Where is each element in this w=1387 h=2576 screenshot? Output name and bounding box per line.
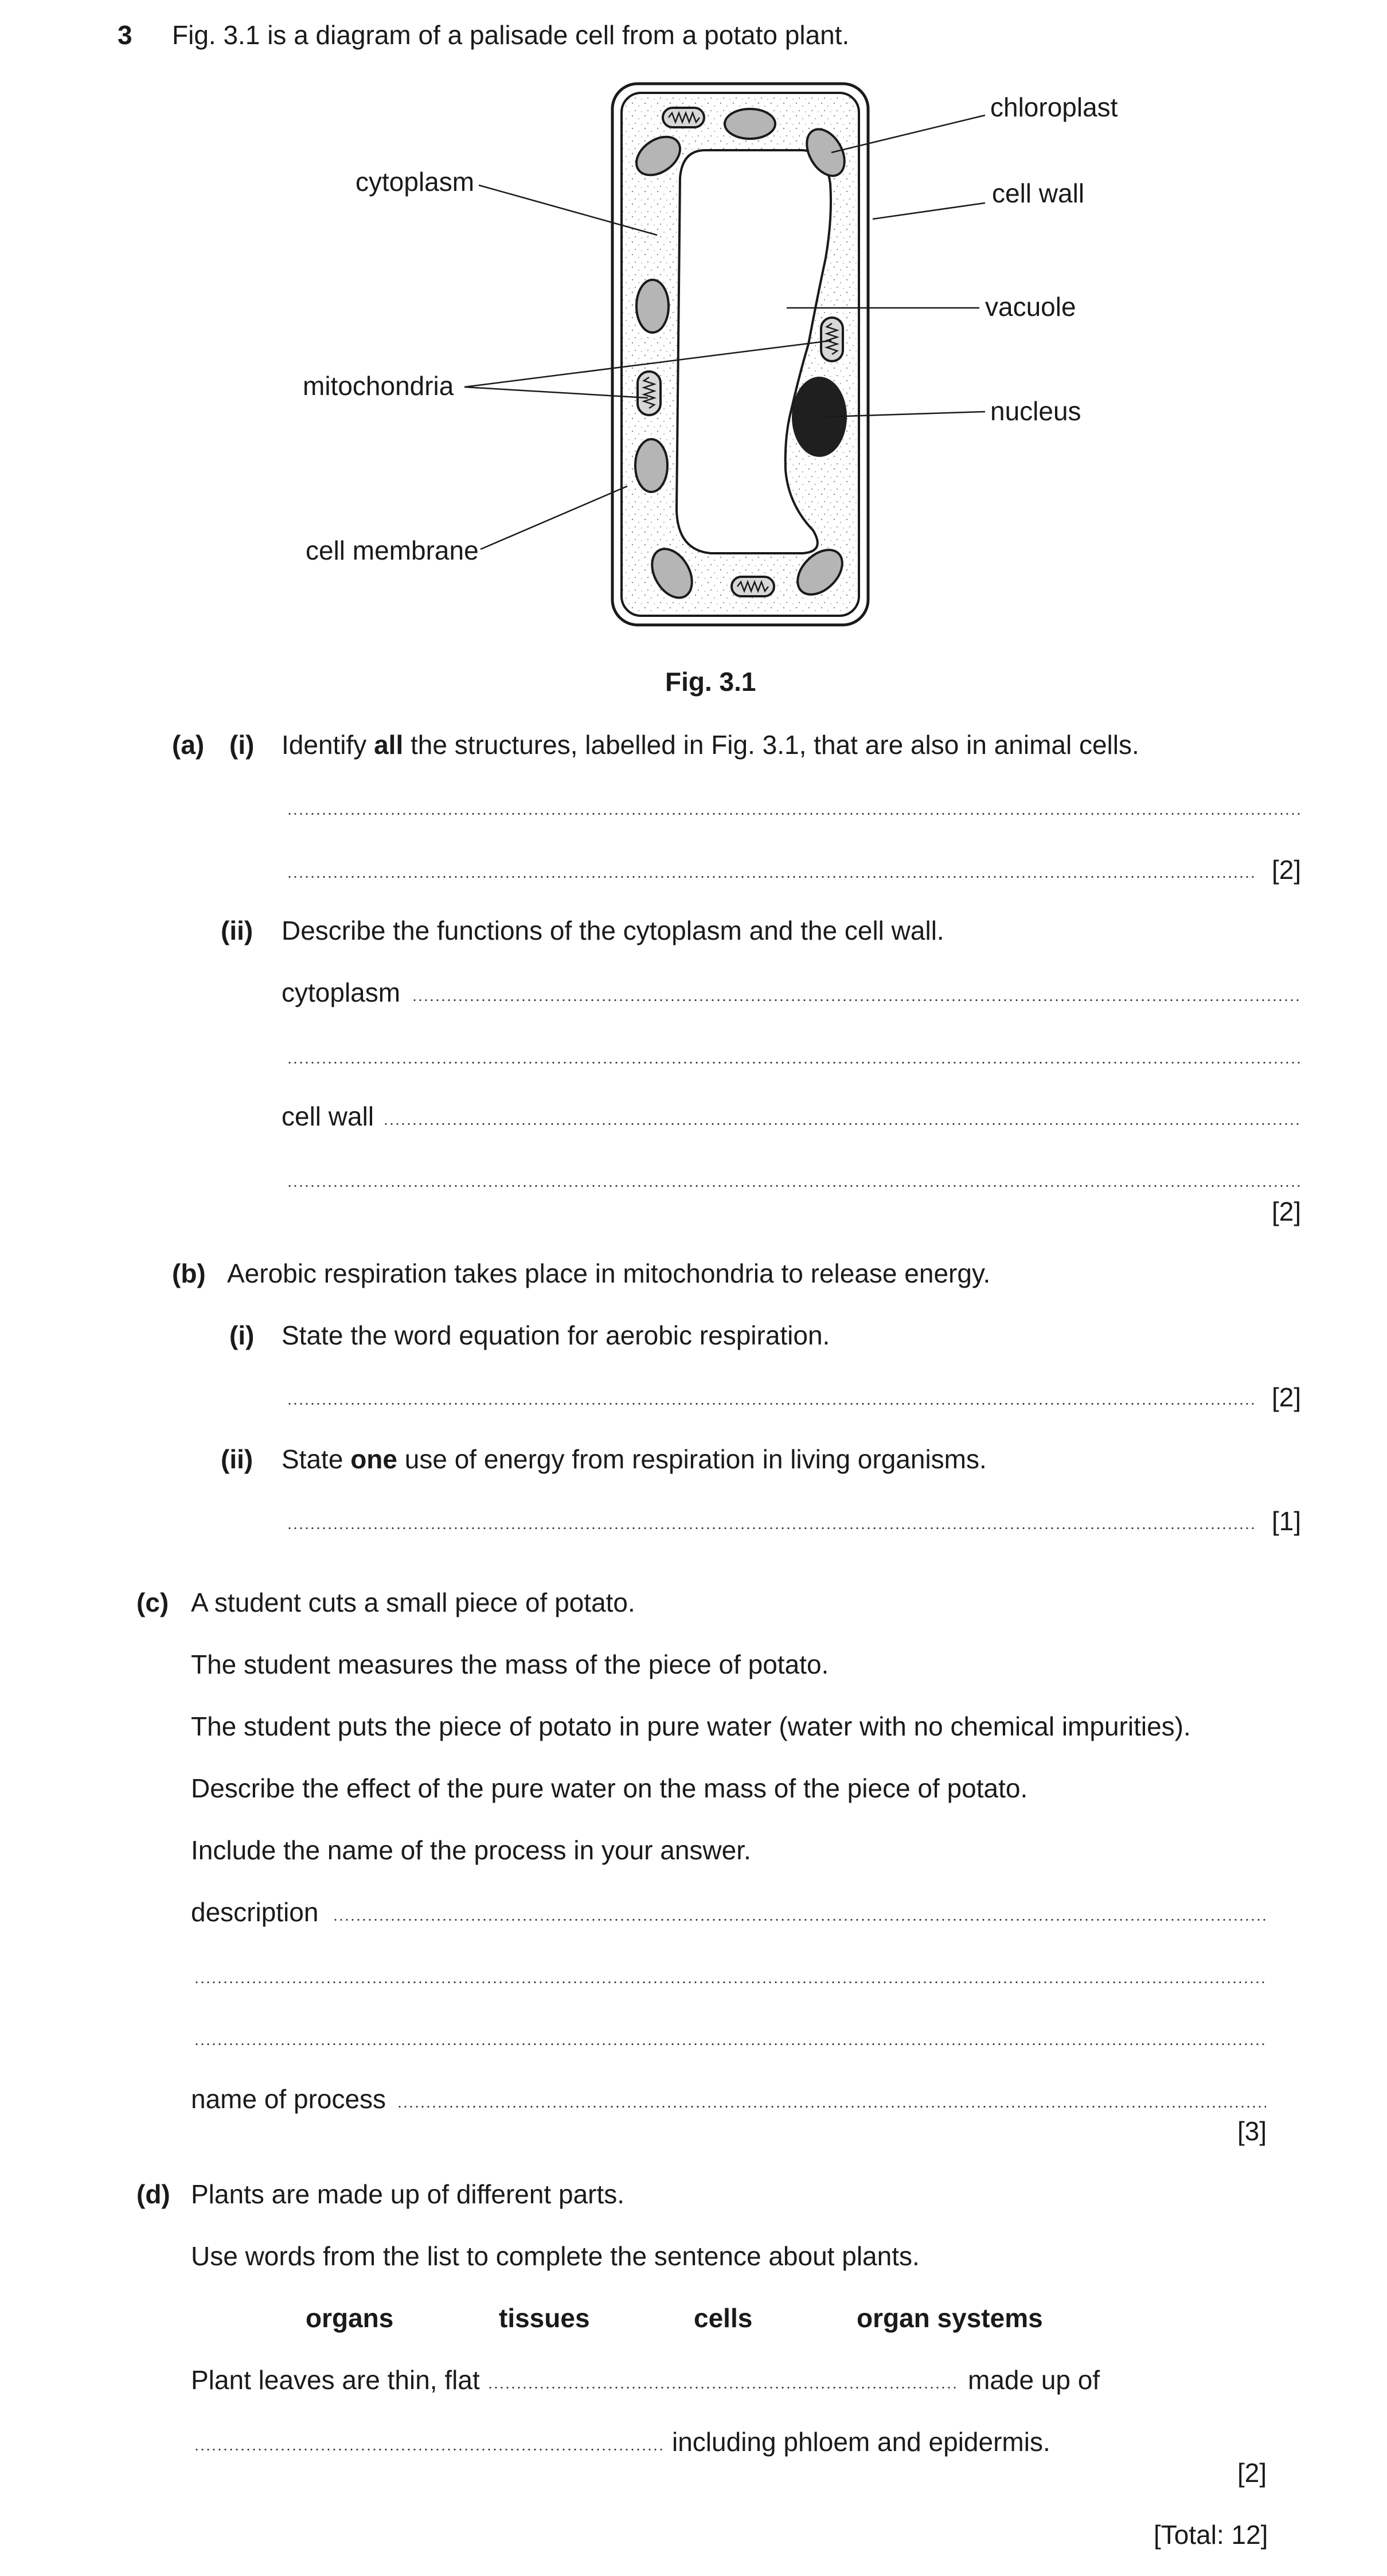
word-option: organ systems — [857, 2303, 1043, 2333]
word-option: cells — [694, 2303, 753, 2333]
part-a-ii-question: Describe the functions of the cytoplasm and the cell wall. — [282, 916, 944, 945]
leader-cell-membrane — [480, 486, 627, 549]
word-option: organs — [306, 2303, 394, 2333]
sentence-part1: Plant leaves are thin, flat — [191, 2365, 480, 2395]
label-answer-description: description — [191, 1897, 319, 1927]
part-b-tag: (b) — [172, 1258, 206, 1288]
answer-line[interactable] — [287, 1403, 1255, 1405]
part-d-marks: [2] — [1237, 2458, 1267, 2488]
total-marks: [Total: 12] — [1154, 2520, 1268, 2550]
label-answer-cytoplasm: cytoplasm — [282, 978, 401, 1007]
blank-line-2[interactable] — [194, 2449, 665, 2450]
sentence-part3: including phloem and epidermis. — [672, 2427, 1050, 2457]
chloroplast-shape — [635, 439, 667, 492]
part-c-tag: (c) — [136, 1588, 169, 1617]
answer-line-process[interactable] — [397, 2106, 1266, 2108]
label-cytoplasm: cytoplasm — [355, 167, 475, 197]
part-a-i-text-post: the structures, labelled in Fig. 3.1, that are also in animal cells. — [411, 730, 1139, 760]
answer-line[interactable] — [287, 876, 1255, 878]
part-b-ii-tag: (ii) — [221, 1444, 253, 1474]
part-d-line2: Use words from the list to complete the sentence about plants. — [191, 2241, 920, 2271]
part-b-ii-text-bold: one — [350, 1444, 397, 1474]
part-b-ii-text-post: use of energy from respiration in living organisms. — [404, 1444, 987, 1474]
label-cell-membrane: cell membrane — [306, 535, 479, 565]
label-mitochondria: mitochondria — [303, 371, 454, 401]
mitochondrion-shape — [663, 108, 704, 127]
question-intro: Fig. 3.1 is a diagram of a palisade cell from a potato plant. — [172, 20, 850, 50]
answer-line[interactable] — [194, 1981, 1266, 1983]
question-number: 3 — [118, 20, 132, 50]
part-c-line5: Include the name of the process in your answer. — [191, 1835, 751, 1865]
answer-line[interactable] — [194, 2043, 1266, 2045]
part-b-i-tag: (i) — [229, 1320, 255, 1350]
part-b-i-marks: [2] — [1272, 1382, 1302, 1412]
part-c-line1: A student cuts a small piece of potato. — [191, 1588, 635, 1617]
part-d-tag: (d) — [136, 2179, 170, 2209]
part-a-ii-marks: [2] — [1272, 1197, 1302, 1226]
chloroplast-shape — [725, 109, 775, 139]
part-a-i-text-bold: all — [374, 730, 404, 760]
part-b-text: Aerobic respiration takes place in mitochondria to release energy. — [227, 1258, 991, 1288]
mitochondrion-shape — [821, 318, 843, 361]
label-answer-process: name of process — [191, 2084, 386, 2114]
label-vacuole: vacuole — [985, 292, 1076, 322]
answer-line-cell-wall[interactable] — [383, 1123, 1302, 1125]
blank-line-1[interactable] — [487, 2387, 959, 2389]
part-a-i-text-pre: Identify — [282, 730, 367, 760]
palisade-cell-diagram — [0, 0, 1387, 642]
answer-line[interactable] — [287, 1527, 1255, 1529]
part-c-line2: The student measures the mass of the piece of potato. — [191, 1649, 829, 1679]
answer-line-cytoplasm[interactable] — [412, 999, 1302, 1001]
part-c-line3: The student puts the piece of potato in pure water (water with no chemical impurities). — [191, 1711, 1191, 1741]
part-a-i-marks: [2] — [1272, 855, 1302, 885]
part-c-marks: [3] — [1237, 2116, 1267, 2146]
figure-caption: Fig. 3.1 — [665, 667, 756, 697]
part-b-ii-question — [282, 1446, 987, 1472]
label-nucleus: nucleus — [990, 396, 1081, 426]
mitochondrion-shape — [638, 372, 661, 415]
part-a-i-tag: (i) — [229, 730, 255, 760]
part-b-ii-text-pre: State — [282, 1444, 343, 1474]
part-b-ii-marks: [1] — [1272, 1506, 1302, 1536]
chloroplast-shape — [636, 280, 669, 333]
answer-line[interactable] — [287, 1185, 1302, 1187]
part-c-line4: Describe the effect of the pure water on the mass of the piece of potato. — [191, 1773, 1028, 1803]
sentence-part2: made up of — [968, 2365, 1100, 2395]
leader-cell-wall — [873, 203, 985, 219]
label-chloroplast: chloroplast — [990, 92, 1118, 122]
label-answer-cell-wall: cell wall — [282, 1101, 374, 1131]
answer-line[interactable] — [287, 813, 1302, 815]
part-b-i-question: State the word equation for aerobic respiration. — [282, 1320, 830, 1350]
answer-line[interactable] — [287, 1062, 1302, 1064]
part-a-tag: (a) — [172, 730, 205, 760]
mitochondrion-shape — [732, 577, 774, 596]
part-d-line1: Plants are made up of different parts. — [191, 2179, 625, 2209]
answer-line-description[interactable] — [333, 1919, 1266, 1921]
part-a-i-question — [282, 732, 1139, 758]
label-cell-wall: cell wall — [992, 178, 1085, 208]
part-a-ii-tag: (ii) — [221, 916, 253, 945]
word-option: tissues — [499, 2303, 590, 2333]
